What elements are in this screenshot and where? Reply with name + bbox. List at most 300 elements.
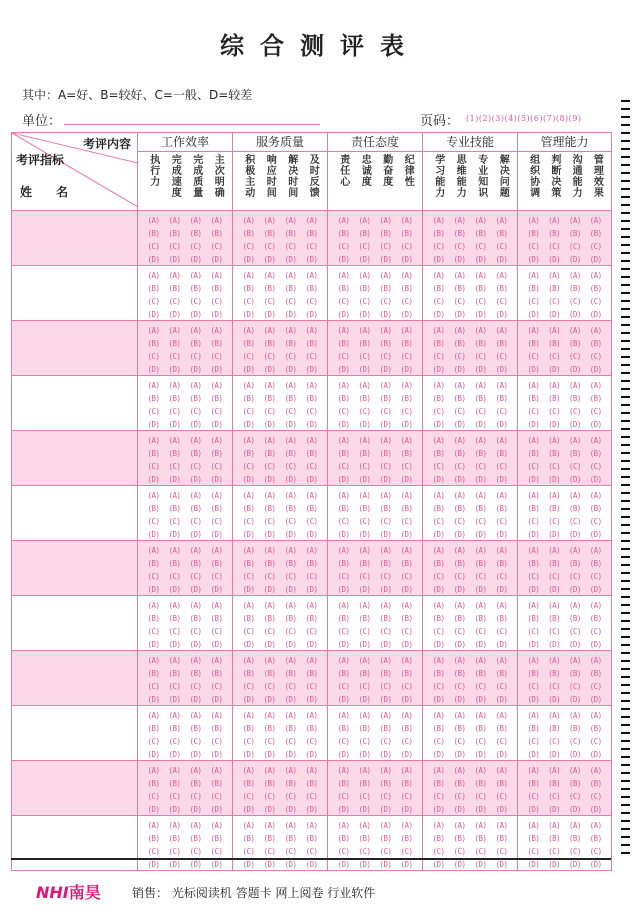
option-bubble[interactable]: (A) [568,436,581,445]
option-bubble[interactable]: (A) [589,436,602,445]
option-bubble[interactable]: (C) [589,242,602,251]
option-bubble[interactable]: (B) [589,779,602,788]
option-bubble[interactable]: (D) [548,750,561,759]
option-bubble[interactable]: (C) [400,352,413,361]
option-bubble[interactable]: (D) [548,585,561,594]
option-bubble[interactable]: (B) [147,504,160,513]
option-bubble[interactable]: (D) [284,750,297,759]
option-bubble[interactable]: (C) [337,847,350,856]
option-bubble[interactable]: (A) [305,326,318,335]
option-bubble[interactable]: (C) [548,462,561,471]
option-bubble[interactable]: (A) [284,216,297,225]
option-bubble[interactable]: (C) [168,297,181,306]
option-bubble[interactable]: (D) [432,420,445,429]
option-bubble[interactable]: (D) [242,860,255,869]
option-bubble[interactable]: (B) [210,504,223,513]
option-bubble[interactable]: (C) [400,792,413,801]
option-bubble[interactable]: (A) [548,711,561,720]
option-bubble[interactable]: (D) [548,365,561,374]
option-bubble[interactable]: (C) [284,572,297,581]
option-bubble[interactable]: (A) [453,491,466,500]
option-bubble[interactable]: (D) [589,530,602,539]
option-bubble[interactable]: (A) [548,766,561,775]
option-bubble[interactable]: (A) [432,326,445,335]
option-bubble[interactable]: (C) [189,297,202,306]
option-bubble[interactable]: (A) [358,436,371,445]
option-bubble[interactable]: (C) [432,407,445,416]
option-bubble[interactable]: (C) [168,792,181,801]
option-bubble[interactable]: (D) [337,860,350,869]
option-bubble[interactable]: (A) [548,436,561,445]
option-bubble[interactable]: (D) [474,310,487,319]
option-bubble[interactable]: (A) [189,271,202,280]
option-bubble[interactable]: (D) [495,420,508,429]
option-bubble[interactable]: (C) [337,682,350,691]
option-bubble[interactable]: (B) [589,229,602,238]
option-bubble[interactable]: (C) [527,462,540,471]
option-bubble[interactable]: (A) [242,766,255,775]
option-bubble[interactable]: (A) [263,546,276,555]
option-bubble[interactable]: (C) [210,242,223,251]
option-bubble[interactable]: (B) [495,394,508,403]
option-bubble[interactable]: (B) [453,669,466,678]
option-bubble[interactable]: (A) [242,491,255,500]
option-bubble[interactable]: (D) [337,805,350,814]
option-bubble[interactable]: (D) [337,750,350,759]
option-bubble[interactable]: (A) [400,491,413,500]
option-bubble[interactable]: (D) [379,420,392,429]
option-bubble[interactable]: (A) [358,656,371,665]
option-bubble[interactable]: (D) [379,860,392,869]
option-bubble[interactable]: (A) [210,436,223,445]
option-bubble[interactable]: (C) [189,737,202,746]
option-bubble[interactable]: (A) [210,381,223,390]
option-bubble[interactable]: (B) [432,394,445,403]
option-bubble[interactable]: (B) [337,834,350,843]
option-bubble[interactable]: (A) [379,216,392,225]
option-bubble[interactable]: (D) [242,530,255,539]
option-bubble[interactable]: (A) [305,546,318,555]
option-bubble[interactable]: (D) [284,310,297,319]
option-bubble[interactable]: (C) [263,627,276,636]
option-bubble[interactable]: (D) [168,365,181,374]
option-bubble[interactable]: (B) [527,339,540,348]
option-bubble[interactable]: (B) [474,449,487,458]
option-bubble[interactable]: (B) [337,449,350,458]
option-bubble[interactable]: (A) [474,656,487,665]
option-bubble[interactable]: (B) [210,834,223,843]
option-bubble[interactable]: (A) [453,656,466,665]
option-bubble[interactable]: (B) [168,724,181,733]
option-bubble[interactable]: (B) [474,229,487,238]
option-bubble[interactable]: (D) [379,585,392,594]
option-bubble[interactable]: (B) [168,559,181,568]
option-bubble[interactable]: (D) [147,695,160,704]
option-bubble[interactable]: (D) [189,255,202,264]
option-bubble[interactable]: (C) [358,572,371,581]
option-bubble[interactable]: (C) [263,352,276,361]
option-bubble[interactable]: (B) [495,449,508,458]
option-bubble[interactable]: (A) [495,216,508,225]
option-bubble[interactable]: (C) [168,407,181,416]
option-bubble[interactable]: (D) [358,750,371,759]
option-bubble[interactable]: (A) [400,821,413,830]
option-bubble[interactable]: (A) [263,601,276,610]
option-bubble[interactable]: (C) [527,627,540,636]
option-bubble[interactable]: (A) [358,766,371,775]
option-bubble[interactable]: (C) [305,737,318,746]
option-bubble[interactable]: (D) [337,475,350,484]
option-bubble[interactable]: (C) [210,407,223,416]
option-bubble[interactable]: (A) [400,546,413,555]
option-bubble[interactable]: (A) [210,271,223,280]
option-bubble[interactable]: (A) [453,381,466,390]
option-bubble[interactable]: (D) [474,585,487,594]
option-bubble[interactable]: (A) [379,711,392,720]
option-bubble[interactable]: (A) [453,271,466,280]
option-bubble[interactable]: (C) [147,297,160,306]
option-bubble[interactable]: (B) [189,284,202,293]
option-bubble[interactable]: (C) [474,627,487,636]
option-bubble[interactable]: (A) [568,491,581,500]
option-bubble[interactable]: (C) [474,517,487,526]
option-bubble[interactable]: (B) [589,504,602,513]
option-bubble[interactable]: (A) [589,546,602,555]
option-bubble[interactable]: (C) [589,737,602,746]
option-bubble[interactable]: (C) [548,682,561,691]
option-bubble[interactable]: (C) [589,462,602,471]
option-bubble[interactable]: (C) [242,407,255,416]
option-bubble[interactable]: (D) [210,420,223,429]
option-bubble[interactable]: (D) [263,365,276,374]
option-bubble[interactable]: (D) [168,695,181,704]
option-bubble[interactable]: (A) [548,216,561,225]
option-bubble[interactable]: (D) [337,255,350,264]
option-bubble[interactable]: (A) [432,711,445,720]
option-bubble[interactable]: (B) [189,449,202,458]
option-bubble[interactable]: (D) [453,475,466,484]
option-bubble[interactable]: (A) [568,326,581,335]
option-bubble[interactable]: (D) [400,695,413,704]
option-bubble[interactable]: (D) [263,695,276,704]
option-bubble[interactable]: (C) [263,572,276,581]
option-bubble[interactable]: (C) [337,297,350,306]
option-bubble[interactable]: (B) [453,229,466,238]
option-bubble[interactable]: (B) [147,834,160,843]
option-bubble[interactable]: (A) [527,436,540,445]
option-bubble[interactable]: (B) [168,779,181,788]
option-bubble[interactable]: (D) [379,695,392,704]
option-bubble[interactable]: (B) [548,834,561,843]
option-bubble[interactable]: (D) [168,475,181,484]
option-bubble[interactable]: (B) [210,614,223,623]
option-bubble[interactable]: (C) [453,462,466,471]
option-bubble[interactable]: (D) [210,310,223,319]
option-bubble[interactable]: (C) [400,517,413,526]
option-bubble[interactable]: (D) [337,640,350,649]
option-bubble[interactable]: (C) [474,847,487,856]
option-bubble[interactable]: (B) [527,284,540,293]
option-bubble[interactable]: (A) [432,656,445,665]
option-bubble[interactable]: (C) [527,682,540,691]
option-bubble[interactable]: (B) [147,284,160,293]
option-bubble[interactable]: (D) [337,365,350,374]
option-bubble[interactable]: (C) [305,682,318,691]
option-bubble[interactable]: (A) [168,711,181,720]
option-bubble[interactable]: (A) [263,766,276,775]
option-bubble[interactable]: (C) [568,737,581,746]
option-bubble[interactable]: (C) [453,352,466,361]
option-bubble[interactable]: (B) [337,339,350,348]
option-bubble[interactable]: (B) [284,229,297,238]
option-bubble[interactable]: (B) [189,394,202,403]
option-bubble[interactable]: (D) [527,255,540,264]
option-bubble[interactable]: (B) [189,504,202,513]
option-bubble[interactable]: (C) [568,572,581,581]
option-bubble[interactable]: (D) [189,860,202,869]
option-bubble[interactable]: (A) [568,216,581,225]
option-bubble[interactable]: (C) [358,682,371,691]
option-bubble[interactable]: (C) [432,297,445,306]
option-bubble[interactable]: (B) [305,394,318,403]
option-bubble[interactable]: (D) [527,585,540,594]
option-bubble[interactable]: (B) [453,394,466,403]
option-bubble[interactable]: (D) [548,695,561,704]
option-bubble[interactable]: (A) [210,656,223,665]
option-bubble[interactable]: (A) [358,601,371,610]
option-bubble[interactable]: (B) [432,339,445,348]
option-bubble[interactable]: (B) [210,284,223,293]
option-bubble[interactable]: (B) [589,284,602,293]
option-bubble[interactable]: (C) [495,627,508,636]
option-bubble[interactable]: (D) [432,695,445,704]
option-bubble[interactable]: (C) [568,407,581,416]
option-bubble[interactable]: (D) [589,695,602,704]
option-bubble[interactable]: (C) [453,407,466,416]
option-bubble[interactable]: (C) [589,407,602,416]
option-bubble[interactable]: (B) [210,669,223,678]
option-bubble[interactable]: (A) [284,491,297,500]
option-bubble[interactable]: (B) [379,284,392,293]
option-bubble[interactable]: (B) [568,669,581,678]
option-bubble[interactable]: (B) [432,229,445,238]
option-bubble[interactable]: (B) [548,669,561,678]
option-bubble[interactable]: (D) [589,805,602,814]
option-bubble[interactable]: (B) [284,669,297,678]
option-bubble[interactable]: (B) [568,779,581,788]
option-bubble[interactable]: (B) [548,559,561,568]
option-bubble[interactable]: (B) [210,779,223,788]
option-bubble[interactable]: (B) [495,779,508,788]
option-bubble[interactable]: (B) [400,559,413,568]
option-bubble[interactable]: (B) [379,339,392,348]
option-bubble[interactable]: (B) [379,394,392,403]
option-bubble[interactable]: (A) [432,821,445,830]
option-bubble[interactable]: (C) [242,847,255,856]
option-bubble[interactable]: (C) [474,462,487,471]
option-bubble[interactable]: (D) [527,310,540,319]
option-bubble[interactable]: (D) [568,310,581,319]
option-bubble[interactable]: (B) [400,614,413,623]
option-bubble[interactable]: (C) [284,462,297,471]
option-bubble[interactable]: (D) [147,310,160,319]
option-bubble[interactable]: (A) [189,326,202,335]
option-bubble[interactable]: (D) [400,310,413,319]
option-bubble[interactable]: (A) [548,491,561,500]
option-bubble[interactable]: (A) [495,381,508,390]
option-bubble[interactable]: (C) [210,462,223,471]
option-bubble[interactable]: (A) [495,326,508,335]
option-bubble[interactable]: (B) [284,724,297,733]
option-bubble[interactable]: (A) [453,601,466,610]
option-bubble[interactable]: (C) [242,517,255,526]
option-bubble[interactable]: (B) [358,504,371,513]
option-bubble[interactable]: (D) [527,805,540,814]
option-bubble[interactable]: (B) [527,779,540,788]
option-bubble[interactable]: (C) [379,792,392,801]
option-bubble[interactable]: (A) [379,766,392,775]
option-bubble[interactable]: (D) [242,750,255,759]
option-bubble[interactable]: (A) [168,601,181,610]
option-bubble[interactable]: (D) [189,530,202,539]
option-bubble[interactable]: (D) [147,750,160,759]
option-bubble[interactable]: (D) [379,310,392,319]
option-bubble[interactable]: (B) [358,724,371,733]
option-bubble[interactable]: (B) [453,724,466,733]
option-bubble[interactable]: (B) [527,229,540,238]
option-bubble[interactable]: (A) [189,711,202,720]
option-bubble[interactable]: (A) [189,216,202,225]
option-bubble[interactable]: (C) [168,682,181,691]
option-bubble[interactable]: (A) [242,381,255,390]
option-bubble[interactable]: (B) [548,779,561,788]
option-bubble[interactable]: (C) [358,517,371,526]
option-bubble[interactable]: (A) [358,546,371,555]
option-bubble[interactable]: (C) [305,627,318,636]
option-bubble[interactable]: (B) [548,229,561,238]
option-bubble[interactable]: (A) [548,656,561,665]
option-bubble[interactable]: (C) [210,572,223,581]
option-bubble[interactable]: (D) [495,640,508,649]
option-bubble[interactable]: (D) [453,585,466,594]
option-bubble[interactable]: (C) [242,297,255,306]
option-bubble[interactable]: (D) [210,365,223,374]
option-bubble[interactable]: (C) [379,407,392,416]
option-bubble[interactable]: (C) [337,627,350,636]
option-bubble[interactable]: (C) [453,627,466,636]
option-bubble[interactable]: (D) [400,640,413,649]
option-bubble[interactable]: (B) [305,504,318,513]
option-bubble[interactable]: (B) [527,724,540,733]
option-bubble[interactable]: (B) [400,229,413,238]
option-bubble[interactable]: (D) [189,420,202,429]
option-bubble[interactable]: (D) [284,420,297,429]
option-bubble[interactable]: (D) [147,475,160,484]
option-bubble[interactable]: (D) [189,750,202,759]
option-bubble[interactable]: (D) [379,475,392,484]
option-bubble[interactable]: (A) [400,326,413,335]
option-bubble[interactable]: (B) [263,834,276,843]
option-bubble[interactable]: (D) [189,640,202,649]
option-bubble[interactable]: (A) [284,821,297,830]
option-bubble[interactable]: (D) [284,475,297,484]
page-number-bubbles[interactable]: (1)(2)(3)(4)(5)(6)(7)(8)(9) [466,114,582,123]
option-bubble[interactable]: (C) [337,572,350,581]
option-bubble[interactable]: (D) [337,695,350,704]
option-bubble[interactable]: (C) [400,407,413,416]
option-bubble[interactable]: (D) [568,475,581,484]
option-bubble[interactable]: (C) [147,737,160,746]
option-bubble[interactable]: (D) [242,805,255,814]
option-bubble[interactable]: (D) [358,640,371,649]
option-bubble[interactable]: (D) [474,695,487,704]
option-bubble[interactable]: (D) [527,640,540,649]
option-bubble[interactable]: (B) [242,229,255,238]
option-bubble[interactable]: (C) [548,352,561,361]
option-bubble[interactable]: (A) [147,546,160,555]
option-bubble[interactable]: (A) [432,271,445,280]
option-bubble[interactable]: (D) [432,310,445,319]
option-bubble[interactable]: (C) [548,407,561,416]
option-bubble[interactable]: (A) [305,711,318,720]
option-bubble[interactable]: (C) [168,517,181,526]
option-bubble[interactable]: (C) [210,297,223,306]
option-bubble[interactable]: (D) [474,365,487,374]
option-bubble[interactable]: (B) [400,669,413,678]
option-bubble[interactable]: (D) [400,530,413,539]
option-bubble[interactable]: (C) [379,847,392,856]
option-bubble[interactable]: (A) [589,821,602,830]
option-bubble[interactable]: (A) [589,491,602,500]
option-bubble[interactable]: (A) [432,216,445,225]
option-bubble[interactable]: (B) [284,339,297,348]
option-bubble[interactable]: (C) [453,572,466,581]
option-bubble[interactable]: (C) [284,627,297,636]
option-bubble[interactable]: (C) [432,517,445,526]
option-bubble[interactable]: (C) [168,572,181,581]
option-bubble[interactable]: (C) [453,297,466,306]
option-bubble[interactable]: (B) [568,284,581,293]
option-bubble[interactable]: (D) [589,420,602,429]
option-bubble[interactable]: (C) [568,242,581,251]
option-bubble[interactable]: (A) [284,766,297,775]
option-bubble[interactable]: (C) [337,407,350,416]
option-bubble[interactable]: (A) [337,711,350,720]
option-bubble[interactable]: (B) [358,394,371,403]
option-bubble[interactable]: (B) [495,559,508,568]
option-bubble[interactable]: (A) [453,216,466,225]
option-bubble[interactable]: (D) [284,860,297,869]
option-bubble[interactable]: (D) [495,750,508,759]
option-bubble[interactable]: (A) [453,766,466,775]
option-bubble[interactable]: (B) [358,834,371,843]
option-bubble[interactable]: (D) [400,750,413,759]
option-bubble[interactable]: (A) [527,381,540,390]
option-bubble[interactable]: (B) [474,394,487,403]
option-bubble[interactable]: (C) [589,627,602,636]
option-bubble[interactable]: (D) [568,530,581,539]
option-bubble[interactable]: (B) [453,834,466,843]
option-bubble[interactable]: (B) [495,724,508,733]
option-bubble[interactable]: (D) [568,750,581,759]
option-bubble[interactable]: (D) [242,695,255,704]
option-bubble[interactable]: (D) [453,255,466,264]
option-bubble[interactable]: (D) [358,860,371,869]
option-bubble[interactable]: (D) [474,255,487,264]
option-bubble[interactable]: (A) [210,821,223,830]
option-bubble[interactable]: (C) [548,517,561,526]
option-bubble[interactable]: (C) [568,352,581,361]
